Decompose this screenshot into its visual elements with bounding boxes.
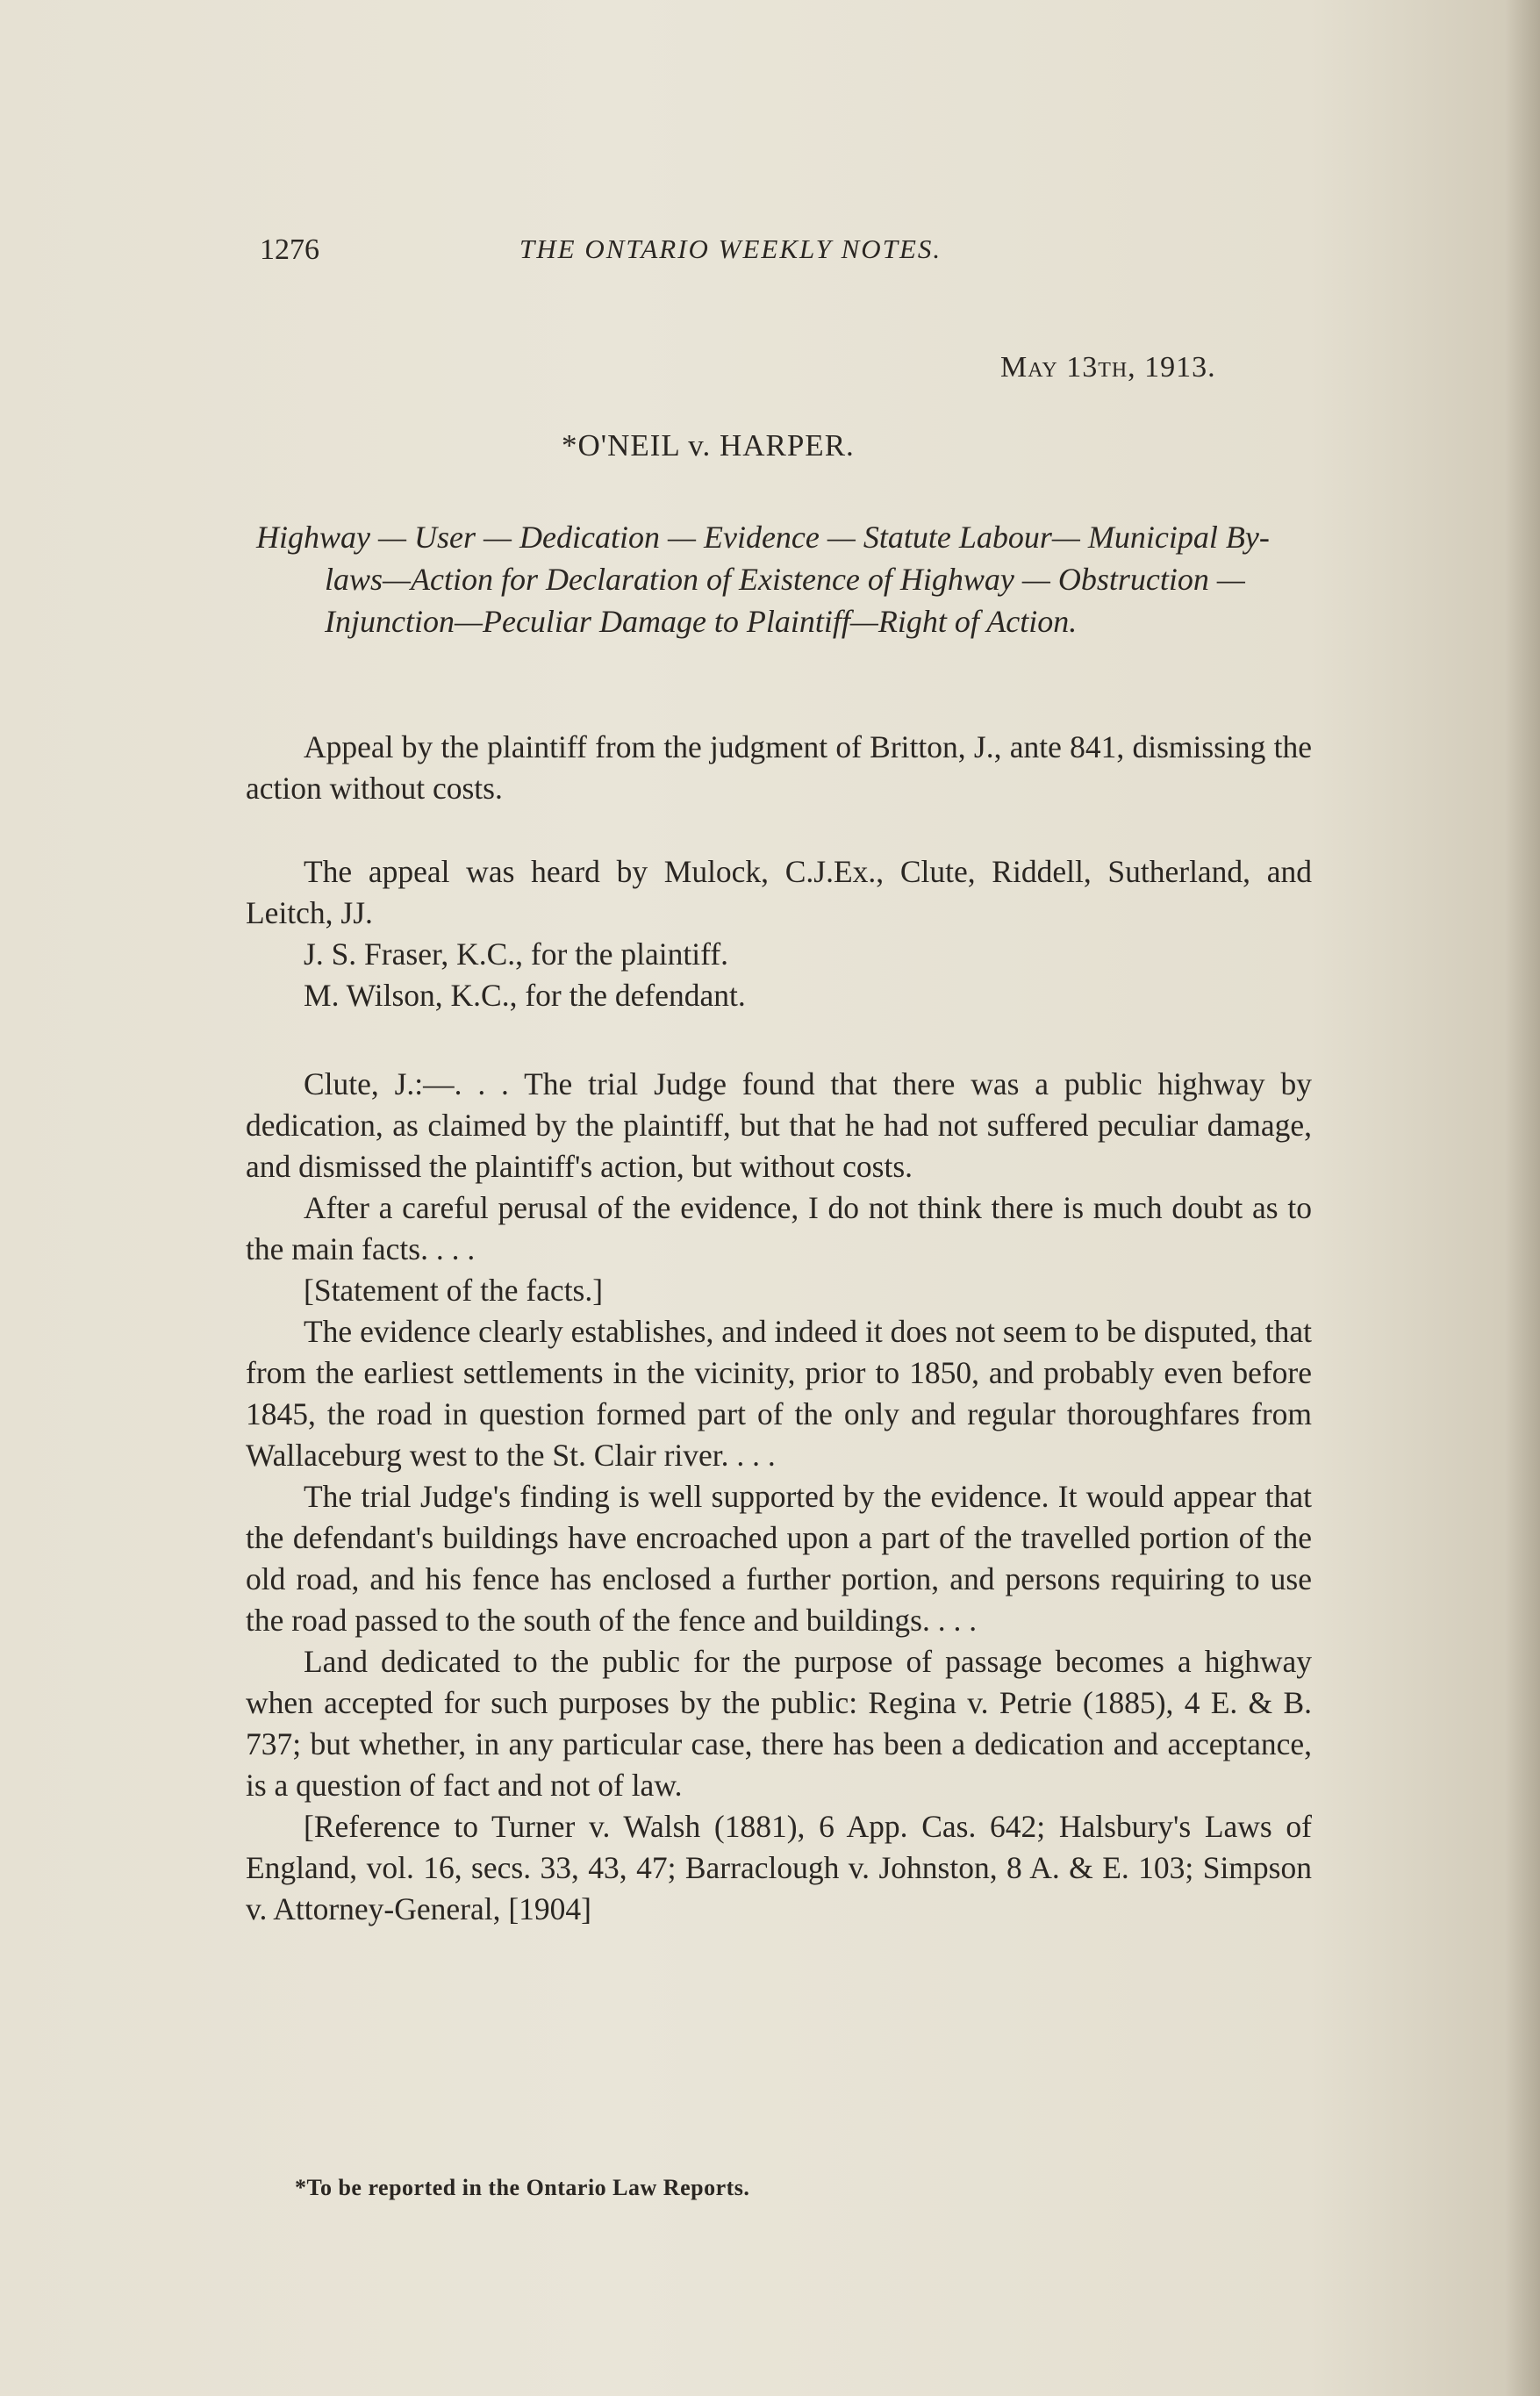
- decision-date: May 13th, 1913.: [1000, 351, 1216, 384]
- headnote: [256, 516, 1309, 642]
- headnote-text: Highway — User — Dedication — Evidence — Statute Labour— Municipal By-laws—Action for Declaration of Existence of Highway — Obstruction — Injunction—Peculiar Damage to Plaintiff—Right of Action.: [256, 520, 1270, 639]
- judgment-paragraph: The trial Judge's finding is well supported by the evidence. It would appear that the defendant's buildings have encroached upon a part of the travelled portion of the old road, and his fence has enclosed a further portion, and persons requiring to use the road passed to the south of the fence and buildings. . . .: [246, 1479, 1312, 1638]
- judgment-paragraph: The evidence clearly establishes, and indeed it does not seem to be disputed, that from the earliest settlements in the vicinity, prior to 1850, and probably even before 1845, the road in question formed part of the only and regular thoroughfares from Wallaceburg west to the St. Clair river. . . .: [246, 1314, 1312, 1473]
- judgment-paragraph: Clute, J.:—. . . The trial Judge found that there was a public highway by dedication, as claimed by the plaintiff, but that he had not suffered peculiar damage, and dismissed the plaintiff's action, but without costs.: [246, 1066, 1312, 1184]
- appeal-intro-block: [246, 727, 1312, 809]
- judgment-paragraph: After a careful perusal of the evidence, I do not think there is much doubt as to the main facts. . . .: [246, 1190, 1312, 1266]
- running-title: THE ONTARIO WEEKLY NOTES.: [519, 233, 942, 264]
- footnote: *To be reported in the Ontario Law Reports.: [295, 2175, 750, 2200]
- page-edge-shadow: [1505, 0, 1540, 2396]
- appeal-intro: Appeal by the plaintiff from the judgment of Britton, J., ante 841, dismissing the action without costs.: [246, 729, 1312, 806]
- hearing-block: [246, 851, 1312, 1016]
- judgment-body: [246, 1064, 1312, 1930]
- counsel-plaintiff: J. S. Fraser, K.C., for the plaintiff.: [304, 936, 729, 972]
- page-number: 1276: [260, 233, 319, 266]
- counsel-defendant: M. Wilson, K.C., for the defendant.: [304, 978, 746, 1013]
- judgment-paragraph: Land dedicated to the public for the purpose of passage becomes a highway when accepted for such purposes by the public: Regina v. Petrie (1885), 4 E. & B. 737; but whether, in any particular case, there has been a dedication and acceptance, is a question of fact and not of law.: [246, 1644, 1312, 1803]
- case-title: *O'NEIL v. HARPER.: [562, 428, 855, 463]
- judgment-paragraph: [Reference to Turner v. Walsh (1881), 6 App. Cas. 642; Halsbury's Laws of England, vol. 16, secs. 33, 43, 47; Barraclough v. Johnston, 8 A. & E. 103; Simpson v. Attorney-General, [1904]: [246, 1809, 1312, 1926]
- judgment-paragraph: [Statement of the facts.]: [304, 1273, 604, 1308]
- heard-by: The appeal was heard by Mulock, C.J.Ex., Clute, Riddell, Sutherland, and Leitch, JJ.: [246, 854, 1312, 930]
